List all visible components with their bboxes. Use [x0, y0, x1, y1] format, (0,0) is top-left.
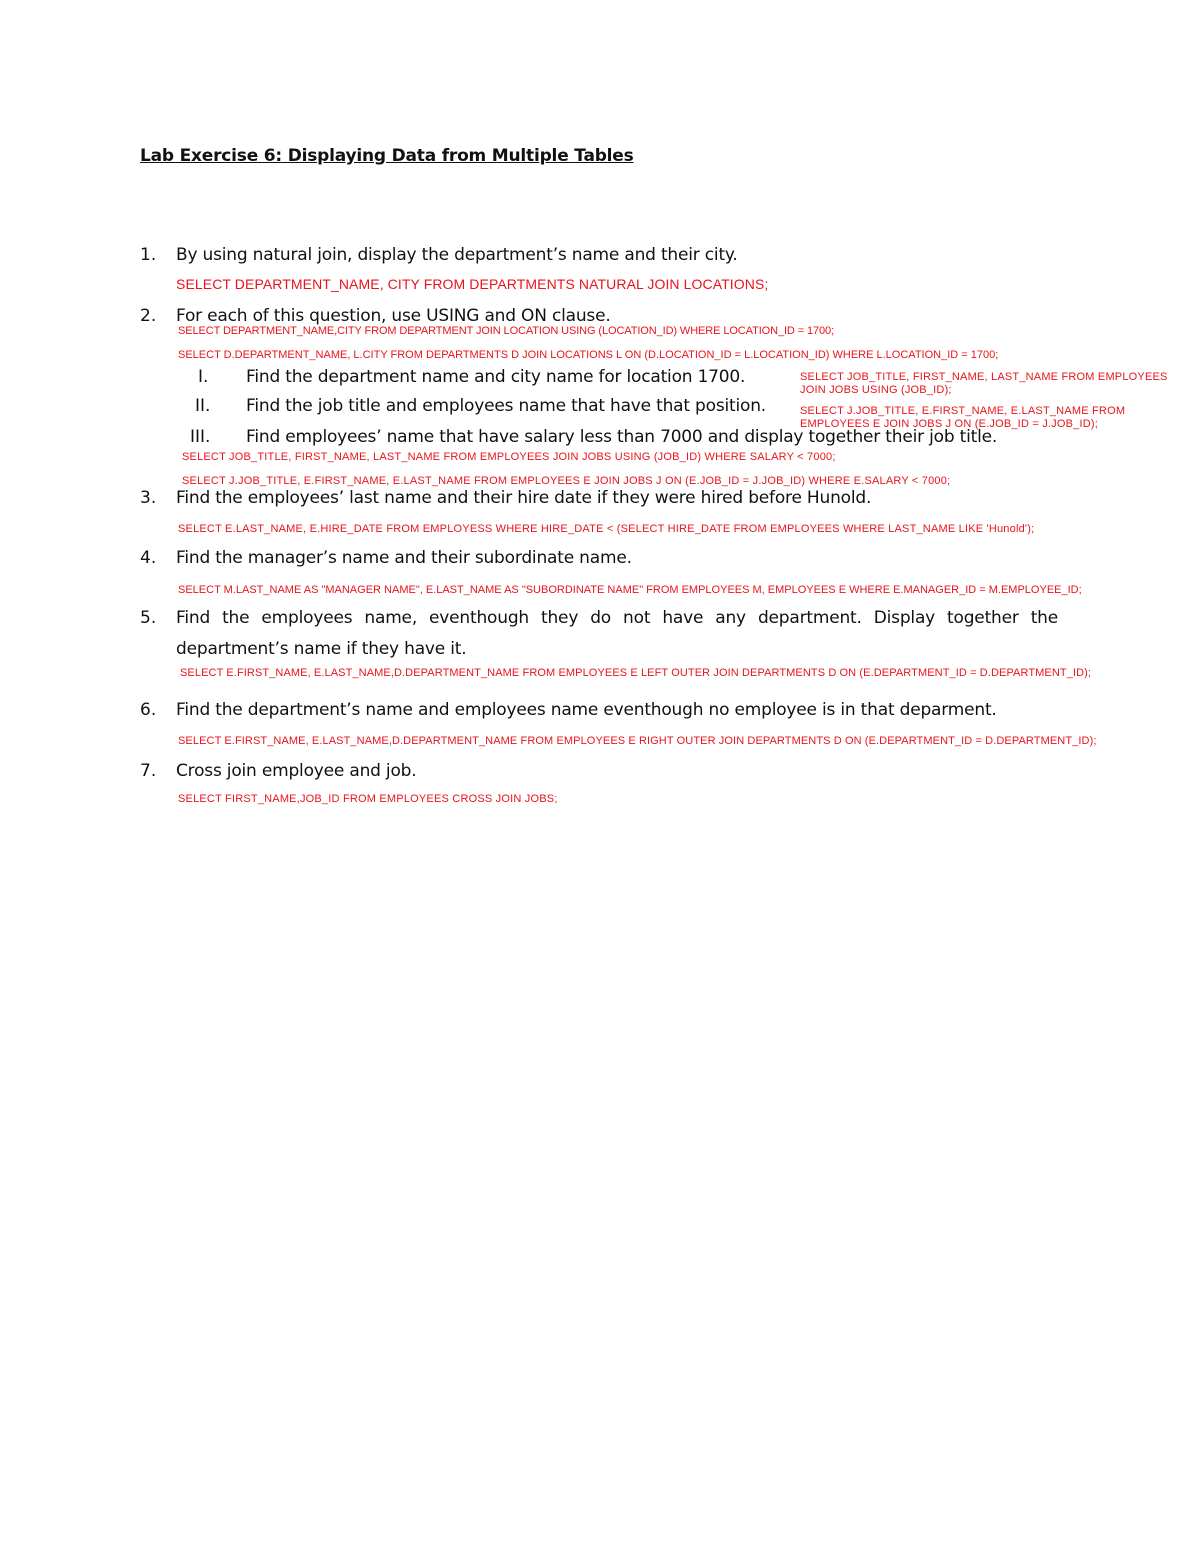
subquestion-iii-number: III.	[190, 427, 211, 447]
subquestion-i-number: I.	[198, 367, 209, 387]
side-answer-ii-on-line2: EMPLOYEES E JOIN JOBS J ON (E.JOB_ID = J.JOB_ID);	[800, 418, 1099, 430]
question-3-number: 3.	[140, 488, 157, 508]
answer-iii-using: SELECT JOB_TITLE, FIRST_NAME, LAST_NAME FROM EMPLOYEES JOIN JOBS USING (JOB_ID) WHERE SALARY < 7000;	[182, 451, 836, 463]
question-4-number: 4.	[140, 548, 157, 568]
subquestion-i-text: Find the department name and city name for location 1700.	[246, 367, 746, 387]
subquestion-ii-number: II.	[195, 396, 211, 416]
question-1-text: By using natural join, display the department’s name and their city.	[176, 245, 738, 265]
side-answer-ii-on-line1: SELECT J.JOB_TITLE, E.FIRST_NAME, E.LAST_NAME FROM	[800, 405, 1126, 417]
answer-2-using: SELECT DEPARTMENT_NAME,CITY FROM DEPARTMENT JOIN LOCATION USING (LOCATION_ID) WHERE LOCATION_ID = 1700;	[178, 325, 835, 337]
answer-3: SELECT E.LAST_NAME, E.HIRE_DATE FROM EMPLOYESS WHERE HIRE_DATE < (SELECT HIRE_DATE FROM EMPLOYEES WHERE LAST_NAME LIKE 'Hunold');	[178, 523, 1035, 535]
question-6-number: 6.	[140, 700, 157, 720]
question-2-text: For each of this question, use USING and ON clause.	[176, 306, 611, 326]
answer-6: SELECT E.FIRST_NAME, E.LAST_NAME,D.DEPARTMENT_NAME FROM EMPLOYEES E RIGHT OUTER JOIN DEPARTMENTS D ON (E.DEPARTMENT_ID = D.DEPARTMENT_ID);	[178, 735, 1097, 747]
answer-2-on: SELECT D.DEPARTMENT_NAME, L.CITY FROM DEPARTMENTS D JOIN LOCATIONS L ON (D.LOCATION_ID = L.LOCATION_ID) WHERE L.LOCATION_ID = 1700;	[178, 349, 999, 361]
question-4-text: Find the manager’s name and their subordinate name.	[176, 548, 632, 568]
subquestion-ii-text: Find the job title and employees name that have that position.	[246, 396, 766, 416]
question-5-text-line1: Find the employees name, eventhough they do not have any department. Display together the	[176, 608, 1058, 628]
side-answer-ii-using-line2: JOIN JOBS USING (JOB_ID);	[800, 384, 952, 396]
question-5-text-line2: department’s name if they have it.	[176, 639, 467, 659]
side-answer-ii-using-line1: SELECT JOB_TITLE, FIRST_NAME, LAST_NAME FROM EMPLOYEES	[800, 371, 1168, 383]
answer-7: SELECT FIRST_NAME,JOB_ID FROM EMPLOYEES CROSS JOIN JOBS;	[178, 793, 558, 805]
question-7-text: Cross join employee and job.	[176, 761, 417, 781]
subquestion-iii-text: Find employees’ name that have salary less than 7000 and display together their job title.	[246, 427, 998, 447]
answer-iii-on: SELECT J.JOB_TITLE, E.FIRST_NAME, E.LAST_NAME FROM EMPLOYEES E JOIN JOBS J ON (E.JOB_ID = J.JOB_ID) WHERE E.SALARY < 7000;	[182, 475, 951, 487]
answer-4: SELECT M.LAST_NAME AS "MANAGER NAME", E.LAST_NAME AS "SUBORDINATE NAME" FROM EMPLOYEES M, EMPLOYEES E WHERE E.MANAGER_ID = M.EMPLOYEE_ID;	[178, 584, 1082, 596]
question-1-number: 1.	[140, 245, 157, 265]
question-5-number: 5.	[140, 608, 157, 628]
question-7-number: 7.	[140, 761, 157, 781]
question-6-text: Find the department’s name and employees name eventhough no employee is in that deparment.	[176, 700, 997, 720]
answer-1: SELECT DEPARTMENT_NAME, CITY FROM DEPARTMENTS NATURAL JOIN LOCATIONS;	[176, 276, 769, 292]
answer-5: SELECT E.FIRST_NAME, E.LAST_NAME,D.DEPARTMENT_NAME FROM EMPLOYEES E LEFT OUTER JOIN DEPARTMENTS D ON (E.DEPARTMENT_ID = D.DEPARTMENT_ID);	[180, 667, 1092, 679]
question-2-number: 2.	[140, 306, 157, 326]
page-title: Lab Exercise 6: Displaying Data from Multiple Tables	[140, 146, 634, 166]
question-3-text: Find the employees’ last name and their hire date if they were hired before Hunold.	[176, 488, 872, 508]
